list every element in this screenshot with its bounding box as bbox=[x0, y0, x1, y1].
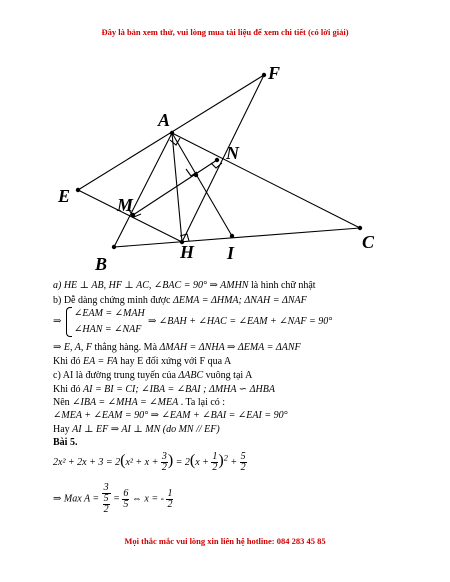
part-c-line4 bbox=[53, 410, 288, 421]
part-b-line4 bbox=[53, 356, 231, 367]
part-c-line2 bbox=[53, 384, 275, 395]
part-b-line3 bbox=[53, 342, 301, 353]
point-F bbox=[262, 73, 266, 77]
point-C bbox=[358, 226, 362, 230]
part-b-line3-text: thẳng hàng. Mà bbox=[94, 342, 158, 353]
part-c-line5-text: Hay bbox=[53, 424, 70, 435]
part-c-line3 bbox=[53, 397, 225, 408]
part-b-implies bbox=[53, 316, 61, 327]
implies-symbol: ⇒ bbox=[53, 316, 62, 327]
figure-points bbox=[76, 73, 362, 249]
part-c-line3-text2: . Ta lại có : bbox=[180, 397, 226, 408]
x-value: $\frac{1}{2}$ bbox=[167, 487, 173, 510]
right-angle-N bbox=[211, 163, 222, 168]
part-c-line2-math: AI = BI = CI; ∠IBA = ∠BAI bbox=[83, 384, 201, 395]
figure-lines bbox=[78, 75, 360, 247]
system-eq-1: ∠EAM = ∠MAH bbox=[74, 308, 145, 319]
part-c-line1-math: ΔABC bbox=[178, 370, 204, 381]
part-c-line2-math2: ; ΔMHA ∽ ΔHBA bbox=[203, 384, 275, 395]
system-result bbox=[148, 316, 332, 327]
eq-inner1: x² + x + bbox=[125, 457, 159, 468]
label-N: N bbox=[226, 143, 239, 163]
paren-open-1: ( bbox=[120, 452, 126, 469]
point-I bbox=[230, 234, 234, 238]
part-b-intro-text: b) Dễ dàng chứng minh được bbox=[53, 295, 171, 306]
point-B bbox=[112, 245, 116, 249]
part-c-line5-math: AI ⊥ EF ⇒ AI ⊥ MN (do MN // EF) bbox=[72, 424, 220, 435]
part-b-intro-math: ΔEMA = ΔHMA; ΔNAH = ΔNAF bbox=[173, 295, 307, 306]
part-c-line4-math: ∠MEA + ∠EAM = 90° ⇒ ∠EAM + ∠BAI = ∠EAI = 90° bbox=[53, 410, 288, 421]
max-iff: ⇔ x = - bbox=[131, 493, 164, 505]
part-c-line1 bbox=[53, 370, 252, 381]
max-eq: = bbox=[113, 493, 120, 505]
part-b-line4-text1: Khi đó bbox=[53, 356, 81, 367]
preview-banner: Đây là bản xem thử, vui lòng mua tài liệu để xem chi tiết (có lời giải) bbox=[101, 27, 349, 37]
label-B: B bbox=[95, 254, 108, 274]
eq-lhs: 2x² + 2x + 3 = 2 bbox=[53, 457, 121, 468]
label-M: M bbox=[117, 195, 134, 215]
max-prefix: ⇒ Max A = bbox=[53, 493, 100, 505]
point-N bbox=[215, 158, 219, 162]
part-b-line3-math: ⇒ E, A, F bbox=[53, 342, 93, 353]
eq-inner2: x + bbox=[195, 457, 209, 468]
segment-BC bbox=[114, 228, 360, 247]
frac-1-2: $\frac{1}{2}$ bbox=[212, 451, 218, 474]
bai5-title: Bài 5. bbox=[53, 437, 78, 448]
label-F: F bbox=[268, 63, 281, 83]
part-c-line5 bbox=[53, 424, 220, 435]
part-b-line4-math: EA = FA bbox=[83, 356, 118, 367]
eq-eq2: = 2 bbox=[175, 457, 190, 468]
hotline-banner: Mọi thắc mắc vui lòng xin liên hệ hotline: 084 283 45 85 bbox=[124, 536, 326, 546]
geometry-figure bbox=[0, 0, 450, 280]
label-C: C bbox=[362, 232, 375, 252]
label-A: A bbox=[158, 110, 171, 130]
max-denominator: 5 2 bbox=[103, 493, 109, 515]
part-c-line1-text: c) AI là đường trung tuyến của bbox=[53, 370, 176, 381]
part-c-line3-math: ∠IBA = ∠MHA = ∠MEA bbox=[72, 397, 179, 408]
paren-close-1: ) bbox=[167, 452, 174, 469]
max-fraction: 3 5 2 bbox=[103, 482, 109, 515]
point-E bbox=[76, 188, 80, 192]
label-H: H bbox=[180, 242, 195, 262]
part-a-line bbox=[53, 280, 316, 291]
part-c-line3-text: Nên bbox=[53, 397, 70, 408]
part-b-intro bbox=[53, 295, 307, 306]
point-O bbox=[194, 173, 198, 177]
point-A bbox=[170, 131, 174, 135]
segment-AH bbox=[172, 133, 182, 242]
system-line-1 bbox=[74, 308, 145, 319]
max-value: $\frac{6}{5}$ bbox=[123, 487, 129, 510]
part-b-line3-math2: ΔMAH = ΔNHA ⇒ ΔEMA = ΔANF bbox=[159, 342, 301, 353]
bai5-equation bbox=[53, 452, 247, 473]
system-eq-2: ∠HAN = ∠NAF bbox=[74, 324, 142, 335]
part-c-line1-text2: vuông tại A bbox=[205, 370, 253, 381]
system-brace bbox=[66, 307, 72, 337]
bai5-max bbox=[53, 483, 173, 515]
paren-open-2: ( bbox=[189, 452, 196, 469]
system-line-2 bbox=[74, 324, 141, 335]
label-I: I bbox=[227, 243, 235, 263]
part-a-math: a) HE ⊥ AB, HF ⊥ AC, ∠BAC = 90° ⇒ AMHN bbox=[53, 280, 249, 291]
paren-close-2: ) bbox=[218, 452, 224, 469]
eq-plus: + bbox=[230, 457, 238, 468]
eq-exponent: 2 bbox=[223, 453, 228, 463]
system-result-math: ⇒ ∠BAH + ∠HAC = ∠EAM + ∠NAF = 90° bbox=[148, 316, 333, 327]
part-b-line4-text2: hay E đối xứng với F qua A bbox=[120, 356, 232, 367]
part-c-line2-text: Khi đó bbox=[53, 384, 81, 395]
part-a-text: là hình chữ nhật bbox=[250, 280, 316, 291]
frac-3-2: $\frac{3}{2}$ bbox=[161, 451, 167, 474]
frac-5-2: $\frac{5}{2}$ bbox=[240, 451, 246, 474]
label-E: E bbox=[58, 186, 71, 206]
